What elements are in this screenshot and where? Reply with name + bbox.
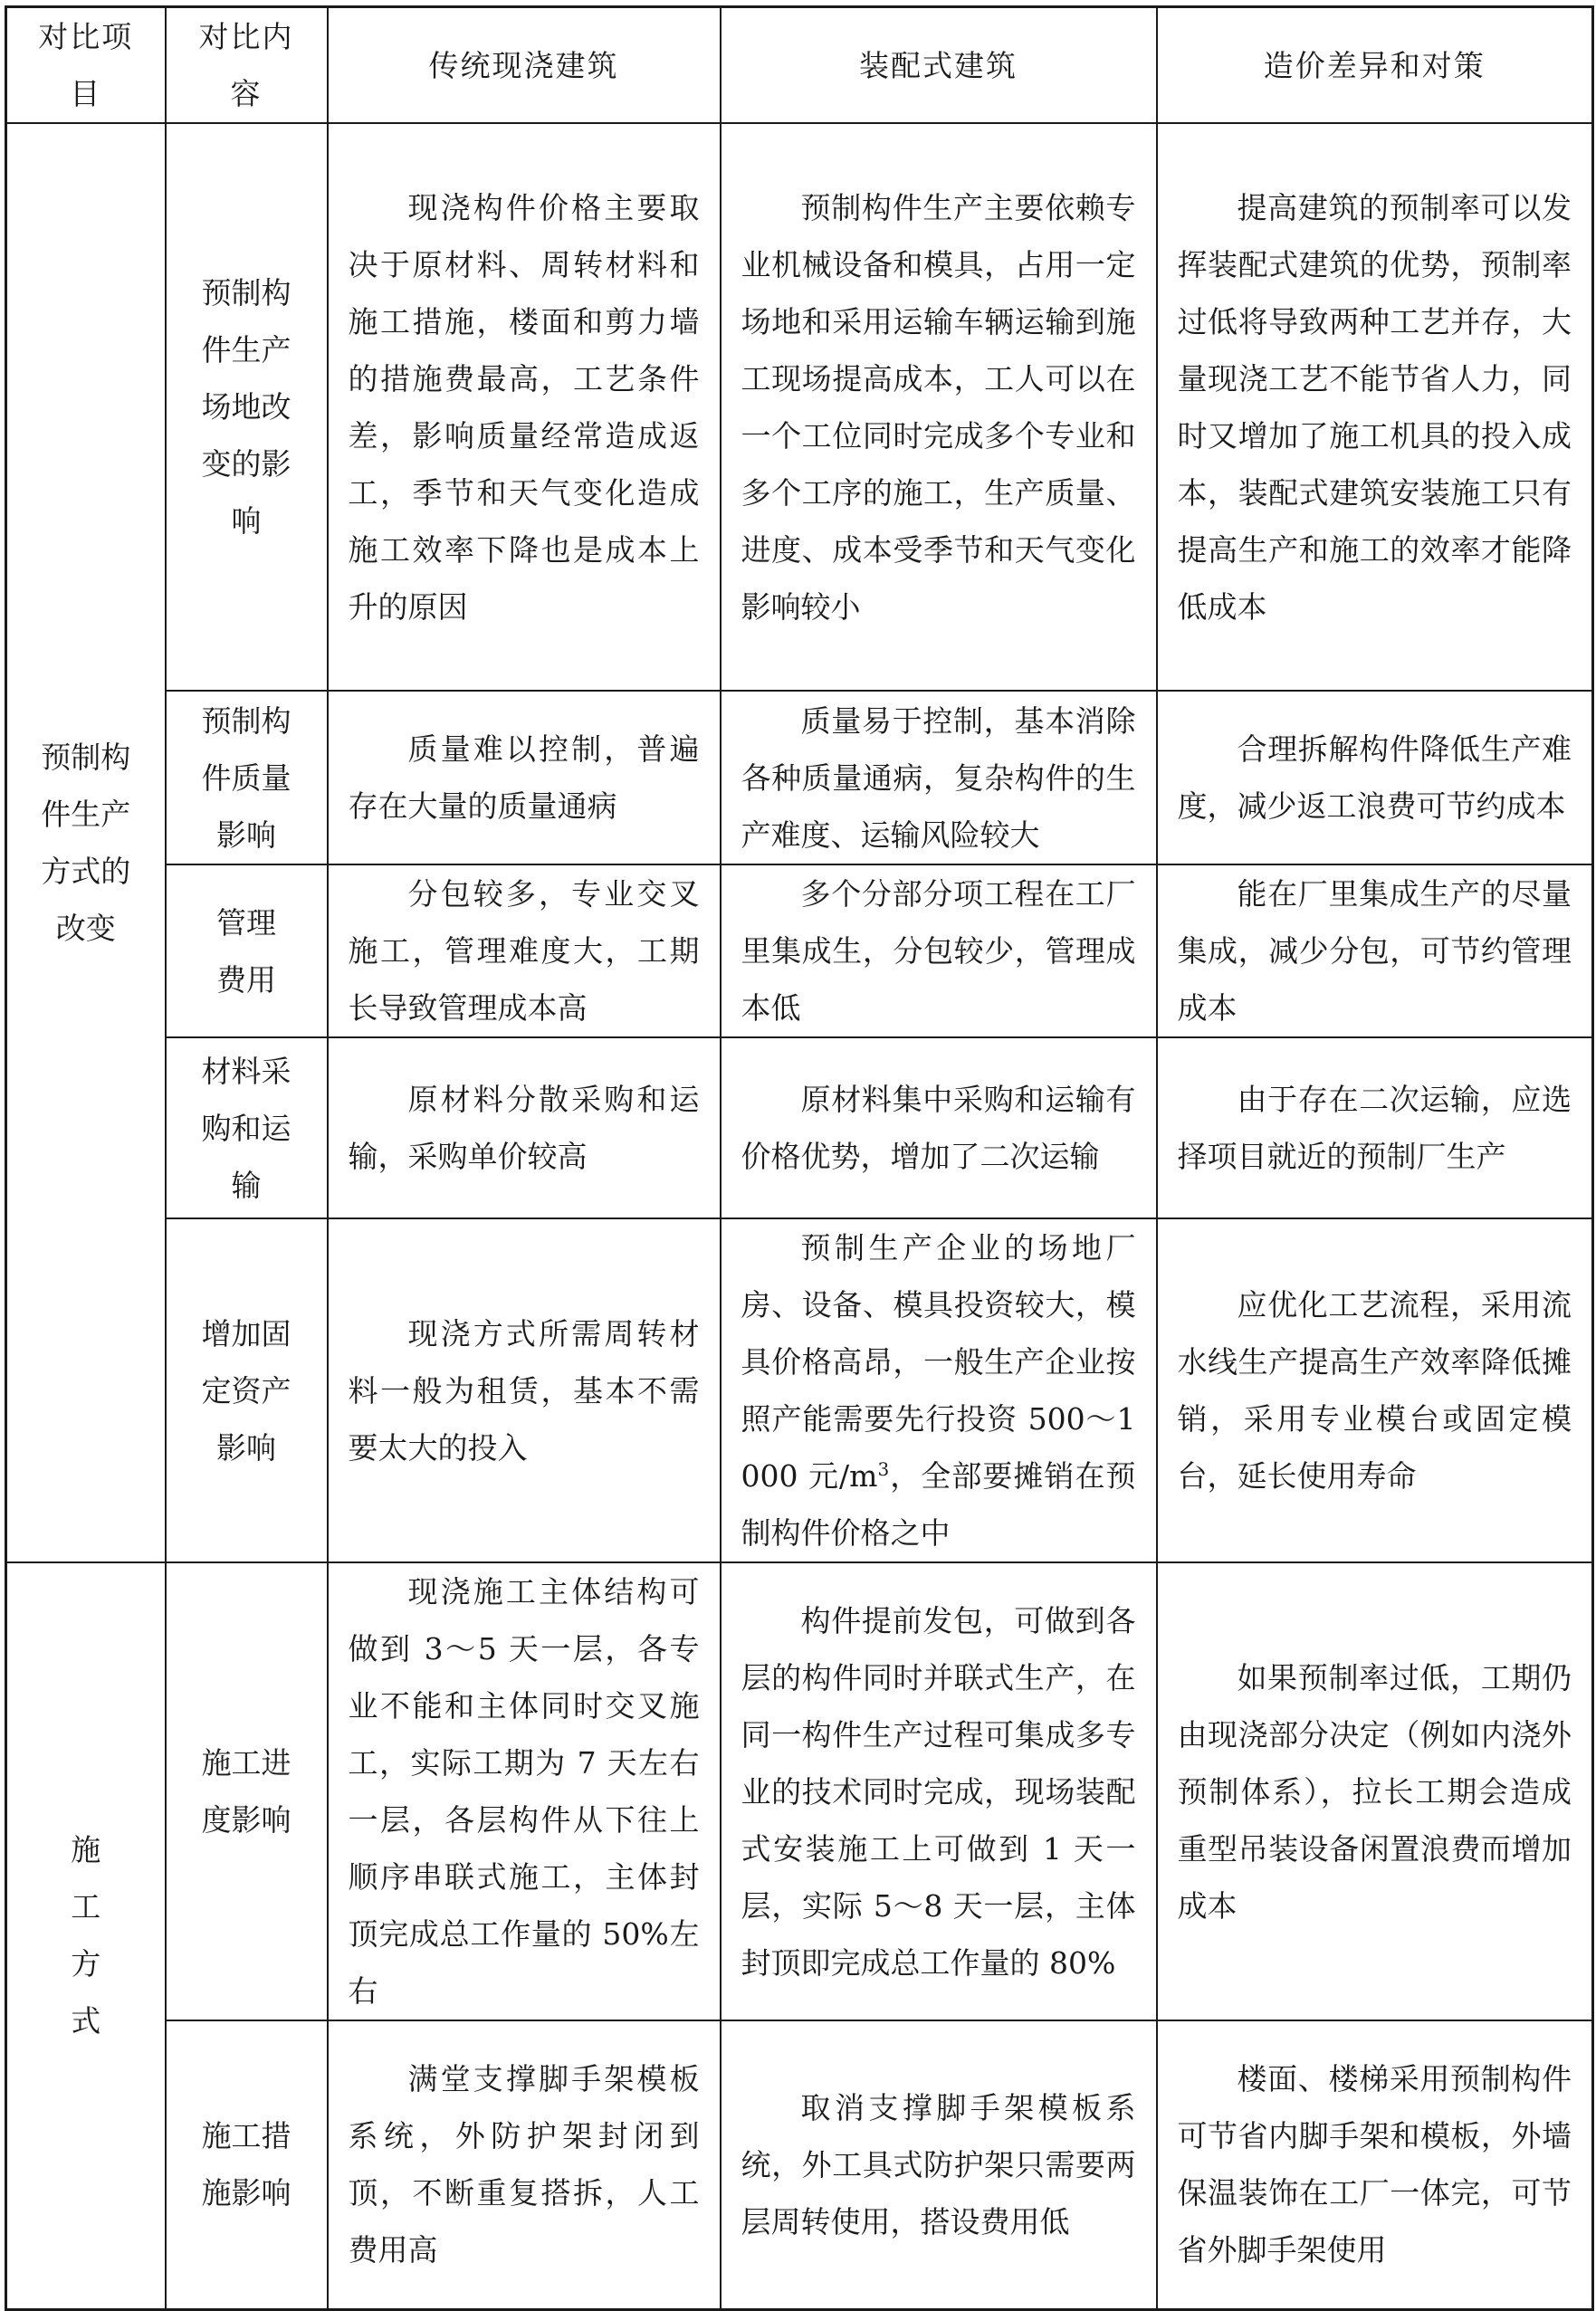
traditional-cell: 质量难以控制，普遍存在大量的质量通病 bbox=[328, 691, 721, 864]
traditional-cell: 现浇构件价格主要取决于原材料、周转材料和施工措施，楼面和剪力墙的措施费最高，工艺条件差，影响质量经常造成返工，季节和天气变化造成施工效率下降也是成本上升的原因 bbox=[328, 123, 721, 691]
item-cell: 材料采购和运输 bbox=[166, 1037, 328, 1218]
strategy-cell: 如果预制率过低，工期仍由现浇部分决定（例如内浇外预制体系），拉长工期会造成重型吊装设备闲置浪费而增加成本 bbox=[1157, 1562, 1593, 2020]
prefab-cell: 质量易于控制，基本消除各种质量通病，复杂构件的生产难度、运输风险较大 bbox=[721, 691, 1157, 864]
strategy-cell: 由于存在二次运输，应选择项目就近的预制厂生产 bbox=[1157, 1037, 1593, 1218]
header-row bbox=[6, 7, 1593, 124]
item-cell: 预制构件质量影响 bbox=[166, 691, 328, 864]
header-traditional: 传统现浇建筑 bbox=[328, 7, 721, 124]
traditional-cell: 满堂支撑脚手架模板系统，外防护架封闭到顶，不断重复搭拆，人工费用高 bbox=[328, 2020, 721, 2309]
table-row bbox=[6, 123, 1593, 691]
header-item: 对比内容 bbox=[166, 7, 328, 124]
strategy-cell: 能在厂里集成生产的尽量集成，减少分包，可节约管理成本 bbox=[1157, 864, 1593, 1037]
prefab-cell bbox=[721, 1218, 1157, 1562]
prefab-text-after: ，全部要摊销在预制构件价格之中 bbox=[741, 1458, 1136, 1551]
traditional-cell: 现浇施工主体结构可做到 3～5 天一层，各专业不能和主体同时交叉施工，实际工期为 7 天左右一层，各层构件从下往上顺序串联式施工，主体封顶完成总工作量的 50%左右 bbox=[328, 1562, 721, 2020]
category-cell: 预制构件生产方式的改变 bbox=[6, 123, 166, 1562]
item-cell: 预制构件生产场地改变的影响 bbox=[166, 123, 328, 691]
category-cell: 施工方式 bbox=[6, 1562, 166, 2309]
header-prefab: 装配式建筑 bbox=[721, 7, 1157, 124]
strategy-cell: 楼面、楼梯采用预制构件可节省内脚手架和模板，外墙保温装饰在工厂一体完，可节省外脚手架使用 bbox=[1157, 2020, 1593, 2309]
table-row bbox=[6, 2020, 1593, 2309]
item-cell: 施工措施影响 bbox=[166, 2020, 328, 2309]
strategy-cell: 合理拆解构件降低生产难度，减少返工浪费可节约成本 bbox=[1157, 691, 1593, 864]
traditional-cell: 现浇方式所需周转材料一般为租赁，基本不需要太大的投入 bbox=[328, 1218, 721, 1562]
prefab-cell: 取消支撑脚手架模板系统，外工具式防护架只需要两层周转使用，搭设费用低 bbox=[721, 2020, 1157, 2309]
item-cell: 管理费用 bbox=[166, 864, 328, 1037]
traditional-cell: 原材料分散采购和运输，采购单价较高 bbox=[328, 1037, 721, 1218]
traditional-cell: 分包较多，专业交叉施工，管理难度大，工期长导致管理成本高 bbox=[328, 864, 721, 1037]
table-row bbox=[6, 1037, 1593, 1218]
header-strategy: 造价差异和对策 bbox=[1157, 7, 1593, 124]
strategy-cell: 应优化工艺流程，采用流水线生产提高生产效率降低摊销，采用专业模台或固定模台，延长使用寿命 bbox=[1157, 1218, 1593, 1562]
item-cell: 增加固定资产影响 bbox=[166, 1218, 328, 1562]
prefab-cell: 多个分部分项工程在工厂里集成生，分包较少，管理成本低 bbox=[721, 864, 1157, 1037]
prefab-cell: 原材料集中采购和运输有价格优势，增加了二次运输 bbox=[721, 1037, 1157, 1218]
comparison-table bbox=[5, 5, 1594, 2311]
prefab-cell: 构件提前发包，可做到各层的构件同时并联式生产，在同一构件生产过程可集成多专业的技术同时完成，现场装配式安装施工上可做到 1 天一层，实际 5～8 天一层，主体封顶即完成总工作量的 80% bbox=[721, 1562, 1157, 2020]
table-row bbox=[6, 864, 1593, 1037]
unit-superscript: 3 bbox=[877, 1458, 890, 1480]
table-row bbox=[6, 691, 1593, 864]
table-row bbox=[6, 1218, 1593, 1562]
item-cell: 施工进度影响 bbox=[166, 1562, 328, 2020]
strategy-cell: 提高建筑的预制率可以发挥装配式建筑的优势，预制率过低将导致两种工艺并存，大量现浇工艺不能节省人力，同时又增加了施工机具的投入成本，装配式建筑安装施工只有提高生产和施工的效率才能降低成本 bbox=[1157, 123, 1593, 691]
header-category: 对比项目 bbox=[6, 7, 166, 124]
prefab-text-before: 预制生产企业的场地厂房、设备、模具投资较大，模具价格高昂，一般生产企业按照产能需要先行投资 500～1 000 元/m bbox=[741, 1230, 1136, 1494]
table-row bbox=[6, 1562, 1593, 2020]
prefab-cell: 预制构件生产主要依赖专业机械设备和模具，占用一定场地和采用运输车辆运输到施工现场提高成本，工人可以在一个工位同时完成多个专业和多个工序的施工，生产质量、进度、成本受季节和天气变化影响较小 bbox=[721, 123, 1157, 691]
